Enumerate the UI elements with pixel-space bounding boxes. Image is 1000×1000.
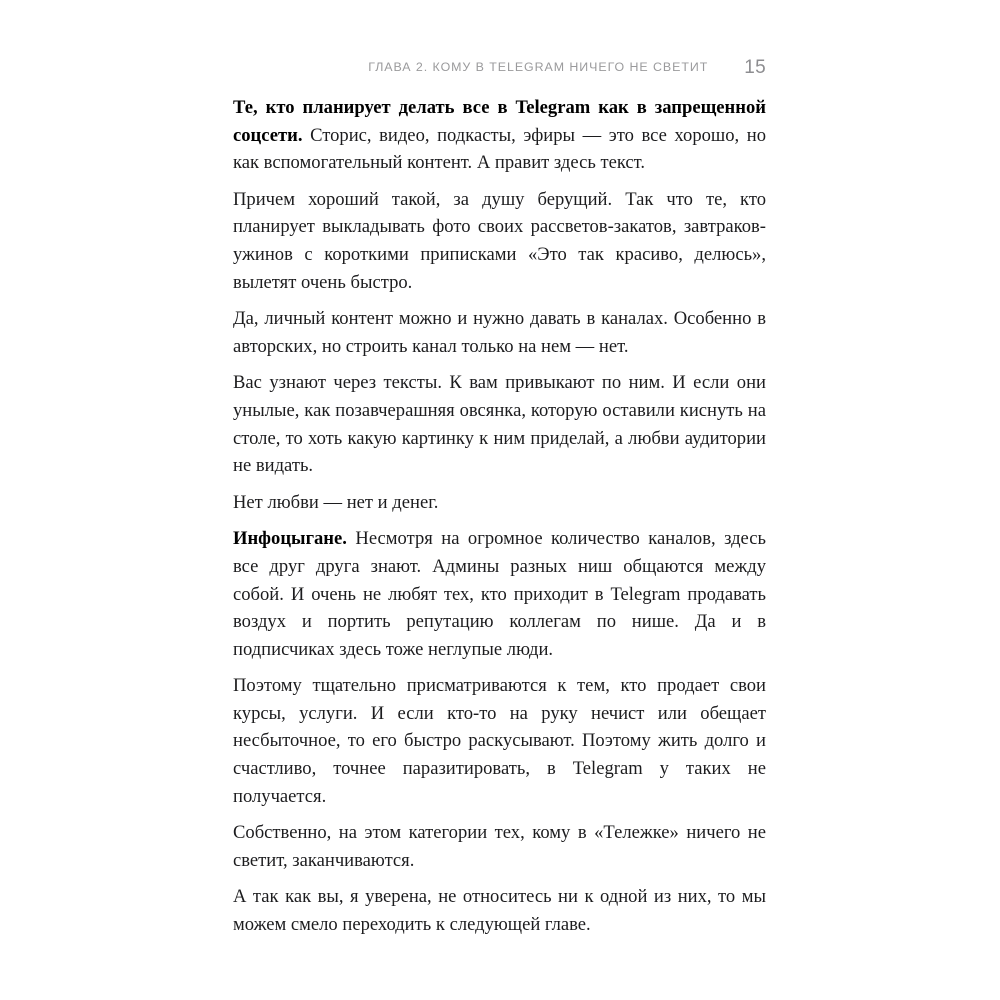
body-text-column — [233, 94, 766, 939]
paragraph-text: Да, личный контент можно и нужно давать в каналах. Особенно в авторских, но строить канал только на нем — нет. — [233, 308, 766, 357]
running-head — [233, 56, 766, 78]
paragraph-text: Собственно, на этом категории тех, кому в «Тележке» ничего не светит, заканчиваются. — [233, 822, 766, 871]
body-paragraph — [233, 489, 766, 517]
paragraph-text: Нет любви — нет и денег. — [233, 491, 439, 513]
body-paragraph — [233, 369, 766, 479]
page-number: 15 — [744, 56, 766, 78]
body-paragraph — [233, 525, 766, 663]
body-paragraph — [233, 883, 766, 938]
paragraph-text: Несмотря на огромное количество каналов, здесь все друг друга знают. Админы разных ниш общаются между собой. И очень не любят тех, кто приходит в Telegram продавать воздух и портить репутацию коллегам по нише. Да и в подписчиках здесь тоже неглупые люди. — [233, 528, 766, 660]
body-paragraph — [233, 186, 766, 296]
paragraph-text: А так как вы, я уверена, не относитесь ни к одной из них, то мы можем смело переходить к следующей главе. — [233, 886, 766, 936]
paragraph-text: Поэтому тщательно присматриваются к тем, кто продает свои курсы, услуги. И если кто-то на руку нечист или обещает несбыточное, то его быстро раскусывают. Поэтому жить долго и счастливо, точнее паразитировать, в Telegram у таких не получается. — [233, 675, 766, 807]
body-paragraph — [233, 305, 766, 360]
body-paragraph — [233, 672, 766, 810]
paragraph-text: Причем хороший такой, за душу берущий. Так что те, кто планирует выкладывать фото своих рассветов-закатов, завтраков-ужинов с короткими приписками «Это так красиво, делюсь», вылетят очень быстро. — [233, 188, 766, 293]
paragraph-lead-in: Инфоцыгане. — [233, 528, 347, 550]
body-paragraph — [233, 819, 766, 874]
body-paragraph — [233, 94, 766, 177]
running-head-chapter-title: ГЛАВА 2. КОМУ В TELEGRAM НИЧЕГО НЕ СВЕТИТ — [368, 60, 709, 74]
paragraph-text: Сторис, видео, подкасты, эфиры — это все хорошо, но как вспомогательный контент. А правит здесь текст. — [233, 124, 766, 174]
paragraph-lead-in: Те, кто планирует делать все в Telegram как в запрещенной соцсети. — [233, 97, 766, 146]
paragraph-text: Вас узнают через тексты. К вам привыкают по ним. И если они унылые, как позавчерашняя овсянка, которую оставили киснуть на столе, то хоть какую картинку к ним приделай, а любви аудитории не видать. — [233, 372, 766, 477]
